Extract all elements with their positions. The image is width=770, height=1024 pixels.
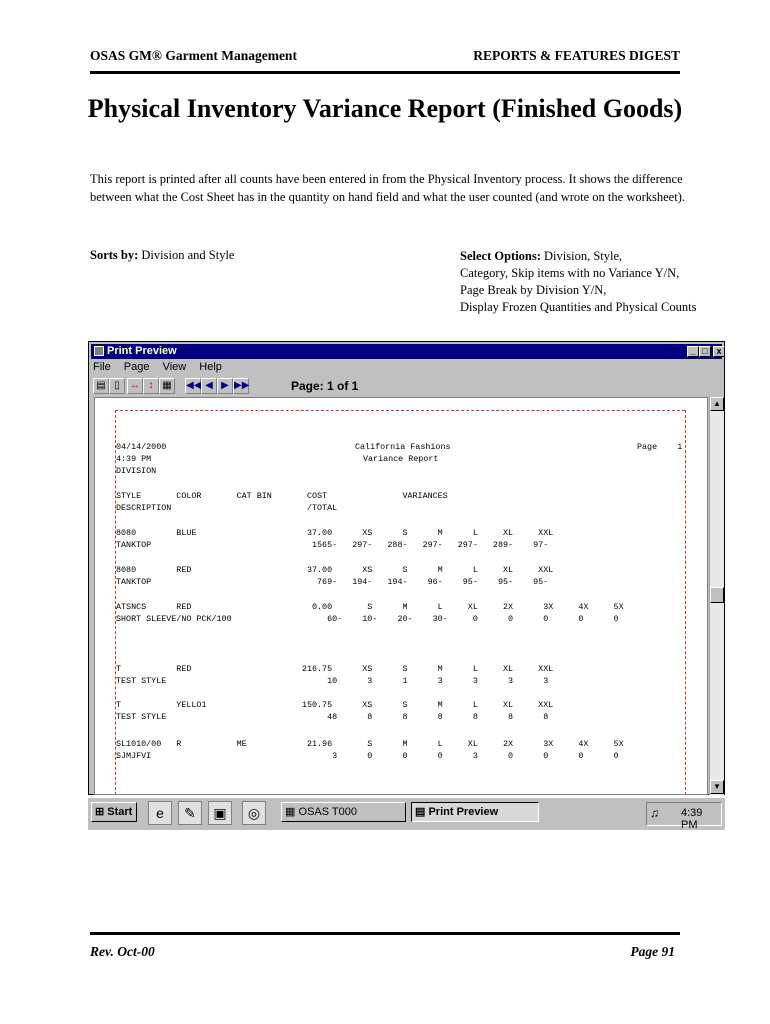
- toolbar: [93, 378, 721, 396]
- menu-page[interactable]: Page: [123, 361, 150, 373]
- report-division-label: DIVISION: [116, 466, 157, 476]
- footer-revision: Rev. Oct-00: [90, 944, 155, 959]
- report-row-line2: SJMJFVI 3 0 0 0 3 0 0 0 0: [116, 751, 619, 761]
- scroll-thumb[interactable]: [710, 587, 724, 603]
- prev-page-icon[interactable]: ◀: [201, 378, 217, 394]
- taskbar: [88, 797, 725, 830]
- channels-icon[interactable]: ◎: [242, 801, 266, 825]
- close-button[interactable]: x: [713, 346, 725, 357]
- fit-height-icon[interactable]: ↕: [143, 378, 159, 394]
- start-label: Start: [107, 806, 133, 818]
- select-options-line1: Division, Style,: [540, 249, 623, 263]
- desktop-icon[interactable]: ▣: [208, 801, 232, 825]
- menu-bar: [93, 361, 232, 375]
- print-preview-window: [88, 341, 725, 795]
- fit-width-icon[interactable]: ↔: [127, 378, 143, 394]
- report-page-number: Page 1: [637, 442, 683, 452]
- report-row-line2: TEST STYLE 48 8 8 8 8 8 8: [116, 712, 549, 722]
- page-indicator: Page: 1 of 1: [291, 379, 359, 393]
- report-row-line1: SL1010/00 R ME 21.96 S M L XL 2X 3X 4X 5X: [116, 739, 624, 749]
- select-options-label: Select Options:: [460, 249, 541, 263]
- window-title: Print Preview: [107, 345, 177, 357]
- report-preview-page: [94, 397, 708, 795]
- footer-rule: [90, 932, 680, 935]
- speaker-icon[interactable]: ♫: [650, 806, 659, 820]
- select-options-line3: Page Break by Division Y/N,: [460, 283, 607, 297]
- doc-header-left: OSAS GM® Garment Management: [90, 48, 297, 63]
- doc-header-right: REPORTS & FEATURES DIGEST: [473, 48, 680, 63]
- margin-right-line: [685, 410, 686, 795]
- next-page-icon[interactable]: ▶: [217, 378, 233, 394]
- select-options-line2: Category, Skip items with no Variance Y/N,: [460, 266, 680, 280]
- report-row-line2: TANKTOP 1565- 297- 288- 297- 297- 289- 97-: [116, 540, 549, 550]
- taskbar-item-print-preview-label: Print Preview: [428, 806, 499, 818]
- window-titlebar: [91, 344, 722, 359]
- report-row-line2: TEST STYLE 10 3 1 3 3 3 3: [116, 676, 549, 686]
- report-row-line1: T RED 216.75 XS S M L XL XXL: [116, 664, 554, 674]
- print-preview-app-icon: [94, 346, 104, 356]
- menu-view[interactable]: View: [162, 361, 187, 373]
- report-time: 4:39 PM: [116, 454, 152, 464]
- report-row-line1: ATSNCS RED 0.00 S M L XL 2X 3X 4X 5X: [116, 602, 624, 612]
- page-setup-icon[interactable]: ▯: [109, 378, 125, 394]
- clock: 4:39 PM: [681, 807, 703, 831]
- internet-explorer-icon[interactable]: e: [148, 801, 172, 825]
- grid-icon[interactable]: ▦: [159, 378, 175, 394]
- start-button[interactable]: [91, 802, 137, 822]
- printer-icon[interactable]: ▤: [93, 378, 109, 394]
- taskbar-item-osas-label: OSAS T000: [298, 806, 357, 818]
- taskbar-item-osas[interactable]: [281, 802, 406, 822]
- select-options-line4: Display Frozen Quantities and Physical Counts: [460, 300, 697, 314]
- column-header-row2: DESCRIPTION /TOTAL: [116, 503, 338, 513]
- outlook-icon[interactable]: ✎: [178, 801, 202, 825]
- sorts-label: Sorts by:: [90, 248, 139, 262]
- report-row-line1: T YELLO1 150.75 XS S M L XL XXL: [116, 700, 554, 710]
- minimize-button[interactable]: _: [687, 346, 699, 357]
- osas-app-icon: ▦: [285, 806, 296, 818]
- last-page-icon[interactable]: ▶▶: [233, 378, 249, 394]
- first-page-icon[interactable]: ◀◀: [185, 378, 201, 394]
- menu-help[interactable]: Help: [199, 361, 222, 373]
- report-row-line1: 8080 BLUE 37.00 XS S M L XL XXL: [116, 528, 554, 538]
- scroll-down-icon[interactable]: ▼: [710, 780, 724, 794]
- scroll-up-icon[interactable]: ▲: [710, 397, 724, 411]
- windows-logo-icon: ⊞: [95, 806, 105, 818]
- vertical-scrollbar[interactable]: [709, 397, 724, 795]
- margin-top-line: [115, 410, 685, 411]
- system-tray: [646, 802, 722, 831]
- report-name: Variance Report: [363, 454, 439, 464]
- description: This report is printed after all counts have been entered in from the Physical Inventory process. It shows the difference between what the Cost Sheet has in the quantity on hand field and what the user counted (and wrote on the worksheet).: [90, 172, 685, 204]
- footer-page-number: Page 91: [630, 944, 675, 959]
- report-row-line1: 8080 RED 37.00 XS S M L XL XXL: [116, 565, 554, 575]
- sorts-value: Division and Style: [138, 248, 235, 262]
- maximize-button[interactable]: □: [699, 346, 711, 357]
- sorts-by: [90, 248, 234, 263]
- report-row-line2: TANKTOP 769- 194- 194- 96- 95- 95- 95-: [116, 577, 549, 587]
- report-date: 04/14/2000: [116, 442, 167, 452]
- taskbar-item-print-preview[interactable]: [411, 802, 539, 822]
- menu-file[interactable]: File: [93, 361, 111, 373]
- print-preview-task-icon: ▤: [415, 806, 426, 818]
- report-company: California Fashions: [355, 442, 451, 452]
- report-row-line2: SHORT SLEEVE/NO PCK/100 60- 10- 20- 30- 0 0 0 0 0: [116, 614, 619, 624]
- header-rule: [90, 71, 680, 74]
- select-options: [460, 248, 696, 316]
- column-header-row1: STYLE COLOR CAT BIN COST VARIANCES: [116, 491, 448, 501]
- page-title: Physical Inventory Variance Report (Finished Goods): [87, 94, 683, 123]
